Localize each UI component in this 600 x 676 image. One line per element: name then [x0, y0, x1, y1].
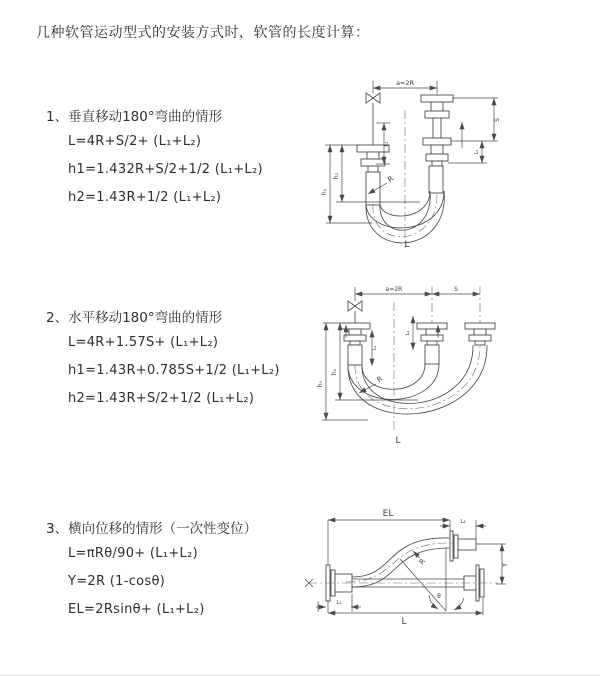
- label-h2: h₂: [333, 172, 340, 180]
- hose-s-curve: [346, 538, 452, 587]
- formula-line: h1=1.43R+0.785S+1/2 (L₁+L₂): [68, 363, 280, 378]
- dimension-h1: [321, 145, 372, 223]
- label-l2: L₂: [405, 330, 411, 336]
- dimension-l2: [448, 141, 487, 163]
- dimension-l1: [316, 594, 361, 612]
- label-r: R: [385, 173, 396, 185]
- label-l-total: L: [404, 240, 410, 250]
- section-3-heading: 3、横向位移的情形（一次性变位）: [46, 521, 258, 537]
- label-l1: L₁: [336, 600, 342, 606]
- dimension-s: [432, 286, 480, 294]
- label-r: R: [375, 374, 385, 385]
- label-h1: h₁: [317, 380, 324, 388]
- label-y: Y: [501, 562, 509, 568]
- right-hose-fitting: [421, 95, 453, 193]
- label-s: S: [494, 118, 501, 122]
- diagram-vertical-180-bend: [310, 70, 600, 260]
- formula-line: Y=2R (1-cosθ): [68, 574, 166, 589]
- label-theta: θ: [437, 593, 441, 600]
- formula-line: h2=1.43R+S/2+1/2 (L₁+L₂): [68, 391, 255, 406]
- upper-flange-fitting: [450, 531, 476, 561]
- dimension-l2: [405, 316, 413, 350]
- dimension-s: [451, 98, 501, 141]
- dimension-l1: [372, 330, 378, 366]
- page-title: 几种软管运动型式的安装方式时，软管的长度计算：: [36, 25, 370, 41]
- label-h2: h₂: [331, 368, 338, 376]
- valve-icon: [348, 301, 362, 323]
- left-hose-fitting: [340, 323, 370, 365]
- formula-line: EL=2Rsinθ+ (L₁+L₂): [68, 602, 205, 617]
- dimension-el: [328, 509, 450, 613]
- formula-line: h2=1.43R+1/2 (L₁+L₂): [68, 190, 222, 205]
- label-l2: L₂: [474, 149, 480, 155]
- formula-line: L=4R+1.57S+ (L₁+L₂): [68, 335, 219, 350]
- dimension-l: [328, 598, 483, 627]
- label-l1: L₁: [384, 141, 390, 147]
- label-l1: L₁: [372, 345, 378, 351]
- hose-u-curves: [348, 345, 487, 414]
- right-hose-fitting: [465, 323, 495, 345]
- middle-hose-fitting: [417, 323, 447, 364]
- label-el: EL: [382, 509, 394, 519]
- dimension-l2: [440, 519, 486, 539]
- dimension-a2r: [373, 79, 437, 94]
- label-h1: h₁: [321, 188, 328, 196]
- label-r: R: [417, 557, 428, 567]
- radius-callout: [413, 551, 427, 566]
- formula-line: L=πRθ/90+ (L₁+L₂): [68, 546, 198, 561]
- formula-line: L=4R+S/2+ (L₁+L₂): [68, 134, 202, 149]
- diagram-lateral-displacement: [300, 495, 560, 635]
- section-2-heading: 2、水平移动180°弯曲的情形: [46, 310, 223, 326]
- section-1-heading: 1、垂直移动180°弯曲的情形: [46, 109, 223, 125]
- dimension-a2r: [355, 286, 432, 301]
- formula-line: h1=1.432R+S/2+1/2 (L₁+L₂): [68, 162, 263, 177]
- valve-icon: [366, 93, 380, 145]
- label-a2r: a=2R: [395, 79, 415, 87]
- label-l2: L₂: [460, 519, 466, 525]
- label-l-total: L: [395, 436, 401, 446]
- diagram-horizontal-180-bend: [310, 280, 600, 450]
- label-l-total: L: [401, 617, 407, 627]
- label-a2r: a=2R: [385, 286, 403, 293]
- label-s: S: [454, 286, 458, 293]
